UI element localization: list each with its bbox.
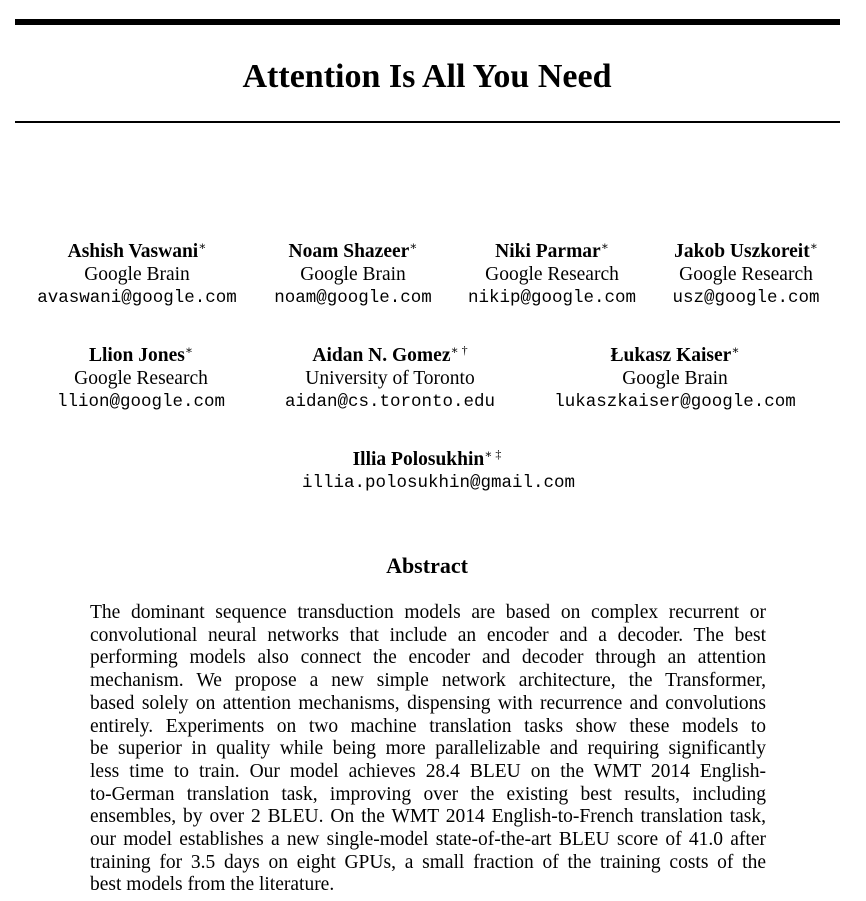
- author-footnote-marks: ∗: [731, 343, 740, 357]
- abstract-line: our model establishes a new single-model state-of-the-art BLEU score of 41.0 after: [90, 829, 766, 851]
- author-block: [550, 344, 800, 414]
- author-name: Illia Polosukhin∗ ‡: [352, 447, 502, 470]
- author-affiliation: Google Brain: [84, 264, 190, 285]
- author-block: [621, 240, 866, 310]
- author-block: [265, 344, 515, 414]
- author-affiliation: Google Research: [74, 368, 208, 389]
- abstract-line: training for 3.5 days on eight GPUs, a small fraction of the training costs of the: [90, 851, 766, 873]
- author-footnote-marks: ∗: [184, 343, 194, 357]
- title-rule: [15, 121, 840, 123]
- author-name: Niki Parmar∗: [495, 239, 609, 262]
- abstract-line: less time to train. Our model achieves 28.4 BLEU on the WMT 2014 English-: [90, 760, 766, 782]
- abstract-line: best models from the literature.: [90, 874, 335, 896]
- author-block: [302, 447, 576, 495]
- author-name: Łukasz Kaiser∗: [610, 343, 740, 366]
- author-footnote-marks: ∗ ‡: [484, 447, 502, 461]
- author-email: lukaszkaiser@google.com: [554, 392, 796, 412]
- author-email: noam@google.com: [274, 288, 432, 308]
- author-name: Jakob Uszkoreit∗: [674, 239, 818, 262]
- paper-title: Attention Is All You Need: [242, 58, 612, 95]
- author-name: Aidan N. Gomez∗ †: [312, 343, 468, 366]
- abstract-line: performing models also connect the encoder and decoder through an attention: [90, 647, 766, 669]
- author-footnote-marks: ∗ †: [450, 343, 468, 357]
- author-email: illia.polosukhin@gmail.com: [302, 473, 576, 493]
- author-affiliation: Google Brain: [622, 368, 728, 389]
- author-email: aidan@cs.toronto.edu: [284, 392, 496, 412]
- author-name: Noam Shazeer∗: [288, 239, 418, 262]
- abstract-line: entirely. Experiments on two machine translation tasks show these models to: [90, 715, 766, 737]
- author-name: Ashish Vaswani∗: [67, 239, 207, 262]
- author-affiliation: Google Research: [679, 264, 813, 285]
- author-affiliation: Google Research: [485, 264, 619, 285]
- author-footnote-marks: ∗: [409, 239, 418, 253]
- author-affiliation: Google Brain: [300, 264, 406, 285]
- author-email: avaswani@google.com: [37, 288, 237, 308]
- author-block: [16, 344, 266, 414]
- author-footnote-marks: ∗: [198, 239, 207, 253]
- author-footnote-marks: ∗: [809, 239, 818, 253]
- author-footnote-marks: ∗: [600, 239, 609, 253]
- abstract-line: be superior in quality while being more parallelizable and requiring significantly: [90, 738, 766, 760]
- abstract-line: ensembles, by over 2 BLEU. On the WMT 2014 English-to-French translation task,: [90, 806, 766, 828]
- abstract-heading: Abstract: [386, 553, 468, 578]
- author-affiliation: University of Toronto: [305, 368, 475, 389]
- abstract-body: [90, 602, 766, 897]
- author-email: llion@google.com: [56, 392, 226, 412]
- author-email: nikip@google.com: [467, 288, 637, 308]
- abstract-line: convolutional neural networks that include an encoder and a decoder. The best: [90, 624, 766, 646]
- author-email: usz@google.com: [672, 288, 820, 308]
- abstract-line: mechanism. We propose a new simple network architecture, the Transformer,: [90, 670, 766, 692]
- author-block: [12, 240, 262, 310]
- abstract-line: based solely on attention mechanisms, dispensing with recurrence and convolutions: [90, 692, 766, 714]
- author-name: Llion Jones∗: [88, 343, 194, 366]
- top-rule: [15, 19, 840, 25]
- abstract-line: to-German translation task, improving over the existing best results, including: [90, 783, 766, 805]
- abstract-line: The dominant sequence transduction models are based on complex recurrent or: [90, 602, 766, 623]
